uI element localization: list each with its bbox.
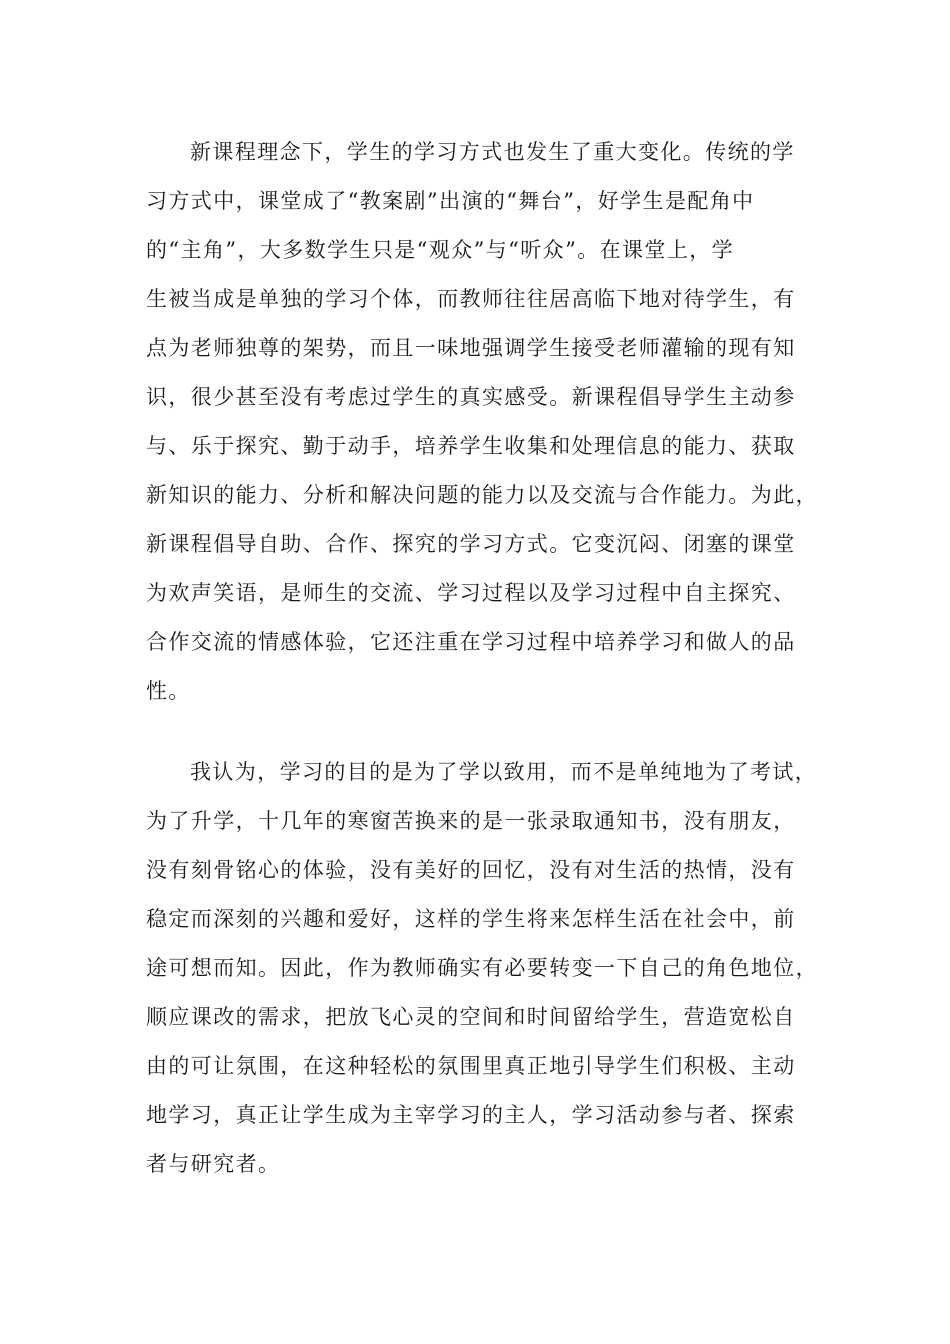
paragraph-line: 我认为，学习的目的是为了学以致用，而不是单纯地为了考试， (190, 760, 818, 784)
paragraph-line: 没有刻骨铭心的体验，没有美好的回忆，没有对生活的热情，没有 (146, 858, 796, 882)
paragraph-line: 稳定而深刻的兴趣和爱好，这样的学生将来怎样生活在社会中，前 (146, 907, 796, 931)
paragraph-line: 由的可让氛围，在这种轻松的氛围里真正地引导学生们积极、主动 (146, 1054, 796, 1078)
paragraph-line: 生被当成是单独的学习个体，而教师往往居高临下地对待学生，有 (146, 287, 796, 311)
paragraph-line: 途可想而知。因此，作为教师确实有必要转变一下自己的角色地位， (146, 956, 818, 980)
paragraph-line: 习方式中，课堂成了“教案剧”出演的“舞台”，好学生是配角中 (146, 189, 755, 213)
paragraph-line: 者与研究者。 (146, 1152, 281, 1176)
paragraph-line: 新课程倡导自助、合作、探究的学习方式。它变沉闷、闭塞的课堂 (146, 532, 796, 556)
paragraph-line: 为欢声笑语，是师生的交流、学习过程以及学习过程中自主探究、 (146, 581, 796, 605)
paragraph-line: 性。 (146, 679, 191, 703)
paragraph-2 (146, 748, 818, 1189)
paragraph-1 (146, 128, 818, 716)
paragraph-line: 合作交流的情感体验，它还注重在学习过程中培养学习和做人的品 (146, 630, 796, 654)
paragraph-line: 顺应课改的需求，把放飞心灵的空间和时间留给学生，营造宽松自 (146, 1005, 796, 1029)
paragraph-line: 识，很少甚至没有考虑过学生的真实感受。新课程倡导学生主动参 (146, 385, 796, 409)
paragraph-line: 的“主角”，大多数学生只是“观众”与“听众”。在课堂上，学 (146, 238, 735, 262)
paragraph-line: 为了升学，十几年的寒窗苦换来的是一张录取通知书，没有朋友， (146, 809, 796, 833)
paragraph-line: 与、乐于探究、勤于动手，培养学生收集和处理信息的能力、获取 (146, 434, 796, 458)
paragraph-line: 新课程理念下，学生的学习方式也发生了重大变化。传统的学 (190, 140, 795, 164)
paragraph-line: 点为老师独尊的架势，而且一味地强调学生接受老师灌输的现有知 (146, 336, 796, 360)
paragraph-line: 地学习，真正让学生成为主宰学习的主人，学习活动参与者、探索 (146, 1103, 796, 1127)
paragraph-line: 新知识的能力、分析和解决问题的能力以及交流与合作能力。为此， (146, 483, 818, 507)
